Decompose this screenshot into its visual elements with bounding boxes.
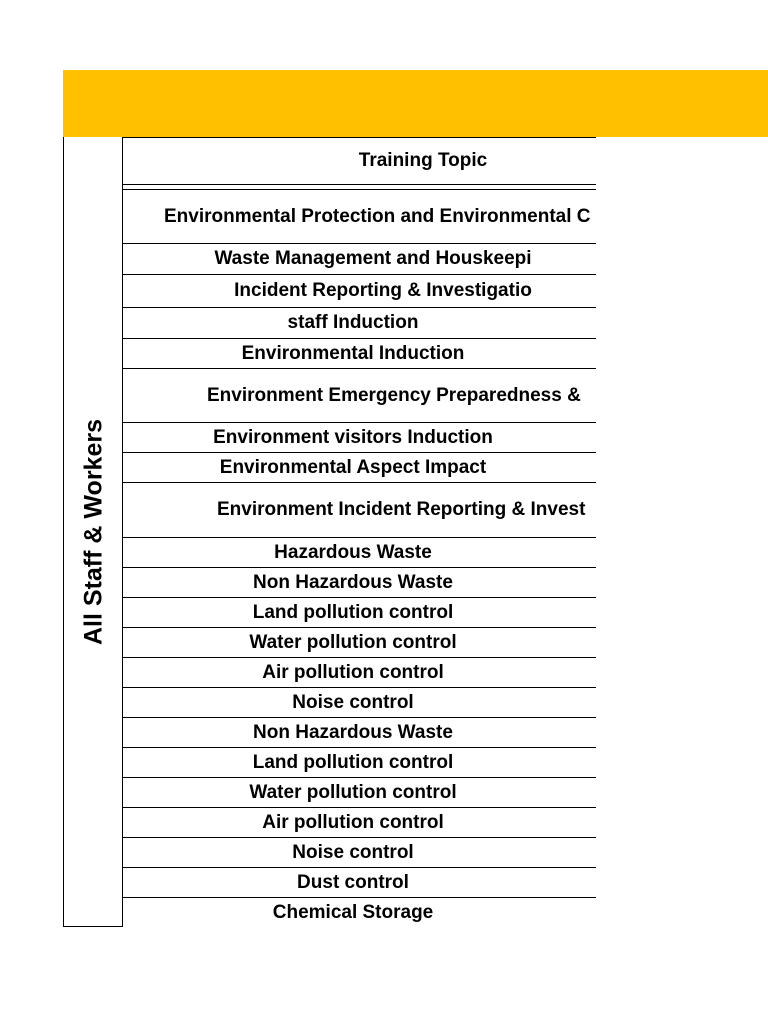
table-row[interactable]	[123, 244, 596, 275]
topic-label: Environmental Induction	[241, 342, 465, 364]
table-row[interactable]	[123, 598, 596, 628]
topic-label: Hazardous Waste	[274, 541, 432, 563]
table-row[interactable]	[123, 339, 596, 369]
table-row[interactable]	[123, 369, 596, 423]
table-row[interactable]	[123, 275, 596, 308]
table-row[interactable]	[123, 688, 596, 718]
group-label: All Staff & Workers	[79, 419, 108, 645]
topic-label: Land pollution control	[252, 751, 454, 773]
topic-label: Environmental Protection and Environmental C	[164, 205, 591, 227]
table-row[interactable]	[123, 483, 596, 538]
table-row[interactable]	[123, 190, 596, 244]
group-cell	[63, 137, 123, 927]
table-row[interactable]	[123, 778, 596, 808]
table-row[interactable]	[123, 453, 596, 483]
column-header-label: Training Topic	[358, 150, 488, 171]
table-row[interactable]	[123, 423, 596, 453]
topic-label: Chemical Storage	[272, 901, 434, 923]
topic-label: Noise control	[292, 841, 414, 863]
header-band	[63, 70, 768, 137]
topic-label: Environment Emergency Preparedness &	[207, 384, 581, 406]
topic-label: Waste Management and Houskeepi	[214, 248, 532, 269]
topic-label: Air pollution control	[262, 661, 444, 683]
table-row[interactable]	[123, 658, 596, 688]
table-row[interactable]	[123, 718, 596, 748]
topic-label: Environmental Aspect Impact	[219, 456, 487, 478]
topic-label: Environment Incident Reporting & Invest	[217, 499, 586, 520]
table-row[interactable]	[123, 748, 596, 778]
topic-label: staff Induction	[287, 312, 419, 333]
topic-column	[123, 137, 596, 927]
topic-label: Water pollution control	[249, 631, 457, 653]
topic-label: Air pollution control	[262, 811, 444, 833]
table-row[interactable]	[123, 838, 596, 868]
topic-label: Incident Reporting & Investigatio	[234, 280, 532, 301]
table-row[interactable]	[123, 538, 596, 568]
topic-label: Water pollution control	[249, 781, 457, 803]
topic-label: Land pollution control	[252, 601, 454, 623]
column-header-cell[interactable]	[123, 138, 596, 185]
topic-label: Environment visitors Induction	[213, 426, 493, 448]
training-matrix-table	[63, 137, 596, 927]
table-row[interactable]	[123, 898, 596, 927]
table-row[interactable]	[123, 568, 596, 598]
table-row[interactable]	[123, 868, 596, 898]
topic-label: Non Hazardous Waste	[253, 571, 453, 593]
topic-label: Non Hazardous Waste	[253, 721, 453, 743]
topic-label: Dust control	[297, 871, 409, 893]
table-row[interactable]	[123, 628, 596, 658]
topic-label: Noise control	[292, 691, 414, 713]
table-row[interactable]	[123, 308, 596, 339]
table-row[interactable]	[123, 808, 596, 838]
